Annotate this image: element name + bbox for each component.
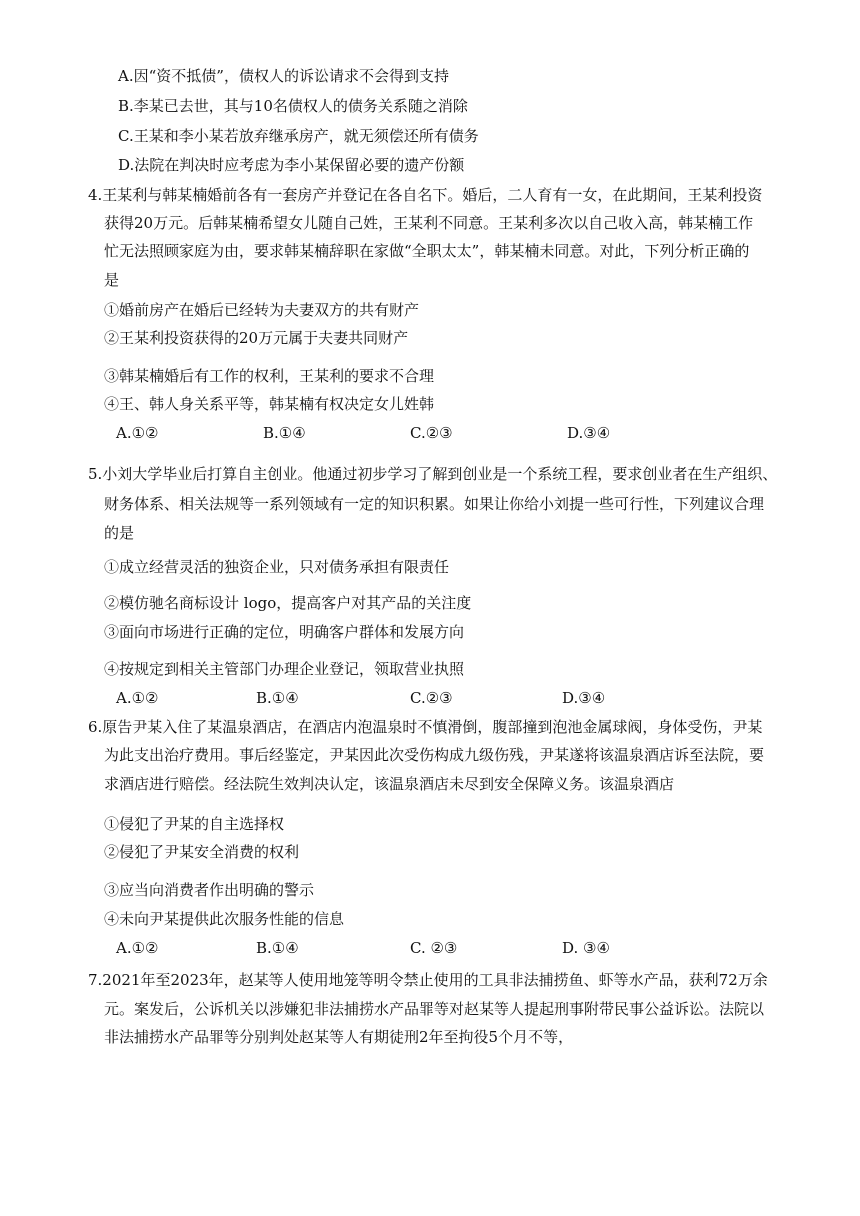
q4-choice-c: C.②③ [410, 424, 453, 442]
q5-stem-line-3: 的是 [104, 524, 135, 542]
q4-stem-line-4: 是 [104, 271, 120, 289]
q6-statement-1: ①侵犯了尹某的自主选择权 [104, 815, 285, 833]
q5-choice-d: D.③④ [562, 689, 606, 707]
q6-choice-a: A.①② [116, 939, 159, 957]
q5-statement-1: ①成立经营灵活的独资企业，只对债务承担有限责任 [104, 558, 450, 576]
q4-stem-line-2: 获得20万元。后韩某楠希望女儿随自己姓，王某利不同意。王某利多次以自己收入高，韩某楠工作 [104, 214, 754, 232]
q6-stem-line-2: 为此支出治疗费用。事后经鉴定，尹某因此次受伤构成九级伤残，尹某遂将该温泉酒店诉至法院，要 [104, 746, 765, 764]
q4-stem-line-1: 4.王某利与韩某楠婚前各有一套房产并登记在各自名下。婚后，二人育有一女，在此期间，王某利投资 [88, 186, 763, 204]
q3-option-d: D.法院在判决时应考虑为李小某保留必要的遗产份额 [118, 156, 465, 174]
q6-statement-4: ④未向尹某提供此次服务性能的信息 [104, 910, 345, 928]
q5-statement-3: ③面向市场进行正确的定位，明确客户群体和发展方向 [104, 623, 465, 641]
q4-statement-3: ③韩某楠婚后有工作的权利，王某利的要求不合理 [104, 367, 435, 385]
q7-stem-line-3: 非法捕捞水产品罪等分别判处赵某等人有期徒刑2年至拘役5个月不等， [104, 1028, 574, 1046]
q5-statement-2: ②模仿驰名商标设计 logo，提高客户对其产品的关注度 [104, 594, 472, 612]
q6-choice-b: B.①④ [256, 939, 299, 957]
q6-stem-line-3: 求酒店进行赔偿。经法院生效判决认定，该温泉酒店未尽到安全保障义务。该温泉酒店 [104, 775, 675, 793]
q6-statement-3: ③应当向消费者作出明确的警示 [104, 881, 315, 899]
q5-choice-c: C.②③ [410, 689, 453, 707]
q4-choice-a: A.①② [116, 424, 159, 442]
q3-option-b: B.李某已去世，其与10名债权人的债务关系随之消除 [118, 97, 468, 115]
q7-stem-line-1: 7.2021年至2023年，赵某等人使用地笼等明令禁止使用的工具非法捕捞鱼、虾等水产品，获利72万余 [88, 971, 768, 989]
q5-choice-b: B.①④ [256, 689, 299, 707]
q6-choice-c: C. ②③ [410, 939, 458, 957]
q4-choice-d: D.③④ [567, 424, 611, 442]
q5-stem-line-1: 5.小刘大学毕业后打算自主创业。他通过初步学习了解到创业是一个系统工程，要求创业者在生产组织、 [88, 465, 778, 483]
q3-option-a: A.因“资不抵债”，债权人的诉讼请求不会得到支持 [118, 67, 449, 85]
q5-choice-a: A.①② [116, 689, 159, 707]
q4-statement-4: ④王、韩人身关系平等，韩某楠有权决定女儿姓韩 [104, 395, 435, 413]
q4-stem-line-3: 忙无法照顾家庭为由，要求韩某楠辞职在家做“全职太太”，韩某楠未同意。对此，下列分析正确的 [104, 242, 750, 260]
q3-option-c: C.王某和李小某若放弃继承房产，就无须偿还所有债务 [118, 127, 479, 145]
q6-stem-line-1: 6.原告尹某入住了某温泉酒店，在酒店内泡温泉时不慎滑倒，腹部撞到泡池金属球阀，身体受伤，尹某 [88, 718, 763, 736]
q7-stem-line-2: 元。案发后，公诉机关以涉嫌犯非法捕捞水产品罪等对赵某等人提起刑事附带民事公益诉讼。法院以 [104, 1000, 765, 1018]
q4-statement-1: ①婚前房产在婚后已经转为夫妻双方的共有财产 [104, 301, 420, 319]
q5-stem-line-2: 财务体系、相关法规等一系列领域有一定的知识积累。如果让你给小刘提一些可行性，下列建议合理 [104, 495, 765, 513]
q5-statement-4: ④按规定到相关主管部门办理企业登记，领取营业执照 [104, 660, 465, 678]
q6-statement-2: ②侵犯了尹某安全消费的权利 [104, 843, 300, 861]
q6-choice-d: D. ③④ [562, 939, 610, 957]
q4-statement-2: ②王某利投资获得的20万元属于夫妻共同财产 [104, 329, 409, 347]
q4-choice-b: B.①④ [263, 424, 306, 442]
